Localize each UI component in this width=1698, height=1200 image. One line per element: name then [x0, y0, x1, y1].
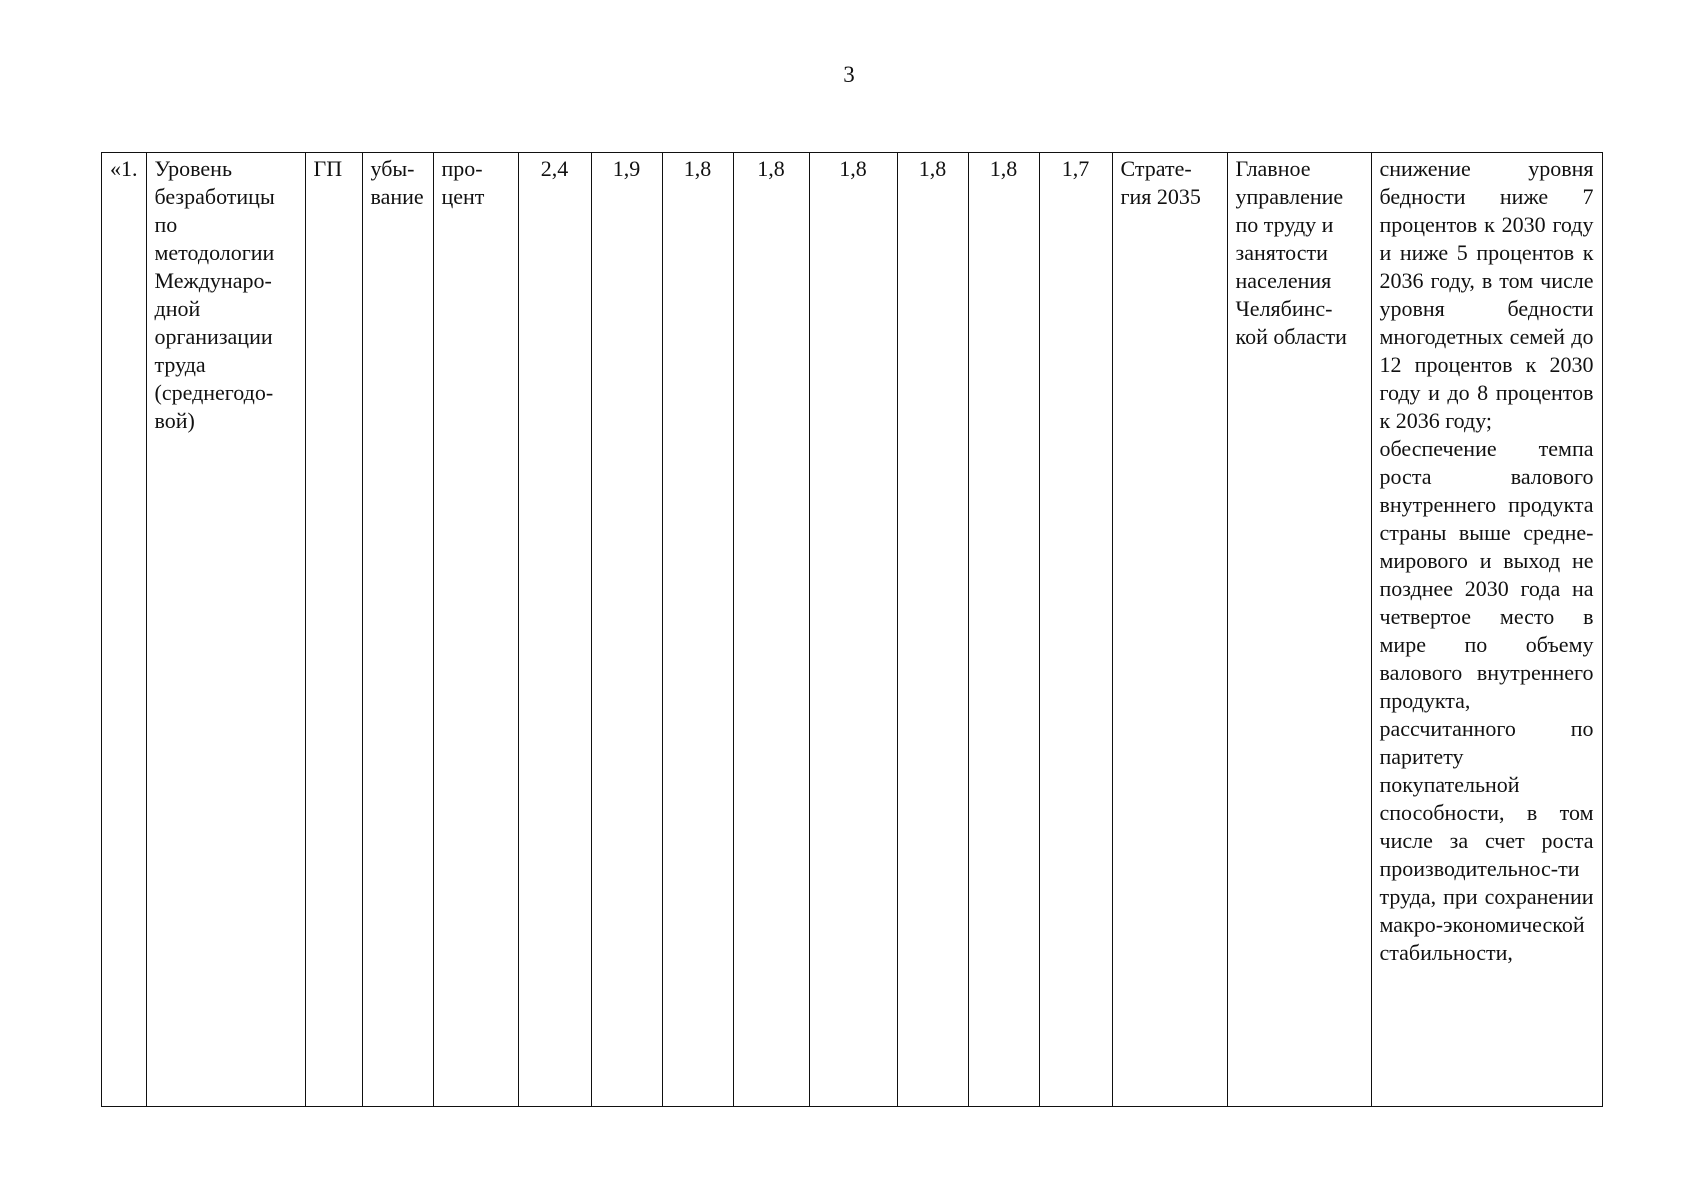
- value: 1,9: [612, 156, 641, 181]
- trend-direction: убы- вание: [370, 156, 424, 209]
- value-cell: [809, 153, 897, 1107]
- national-goal-text: снижение уровня бедности ниже 7 процентов к 2030 году и ниже 5 процентов к 2036 году, в том числе уровня бедности многодетных семей до 12 процентов к 2030 году и до 8 процентов к 2036 году; обеспечение темпа роста валового внутреннего продукта страны выше средне-мирового и выход не позднее 2030 года на четвертое место в мире по объему валового внутреннего продукта, рассчитанного по паритету покупательной способности, в том числе за счет роста производительнос-ти труда, при сохранении макро-экономической стабильности,: [1379, 156, 1594, 965]
- value-cell: [662, 153, 733, 1107]
- row-number-cell: [102, 153, 147, 1107]
- value-cell: [897, 153, 968, 1107]
- value: 1,8: [757, 156, 785, 181]
- national-goal-cell: [1371, 153, 1602, 1107]
- value: 1,8: [989, 156, 1018, 181]
- page-number: 3: [843, 62, 855, 87]
- value: 1,7: [1061, 156, 1090, 181]
- unit-of-measure: про- цент: [441, 156, 485, 209]
- source-cell: [1112, 153, 1227, 1107]
- source-document: Страте- гия 2035: [1120, 156, 1201, 209]
- value-cell: [1039, 153, 1112, 1107]
- value-cell: [733, 153, 809, 1107]
- value: 1,8: [683, 156, 712, 181]
- value: 2,4: [540, 156, 569, 181]
- indicators-table: [101, 152, 1603, 1107]
- indicator-name: Уровень безработицы по методологии Междунаро- дной организации труда (среднегодо- вой): [154, 156, 275, 433]
- indicator-name-cell: [146, 153, 305, 1107]
- program-code: ГП: [313, 156, 343, 181]
- direction-cell: [362, 153, 433, 1107]
- value-cell: [591, 153, 662, 1107]
- program-cell: [305, 153, 362, 1107]
- value: 1,8: [839, 156, 867, 181]
- value-cell: [518, 153, 591, 1107]
- unit-cell: [433, 153, 518, 1107]
- responsible-cell: [1227, 153, 1371, 1107]
- table-row: [102, 153, 1603, 1107]
- responsible-authority: Главное управление по труду и занятости населения Челябинс- кой области: [1235, 156, 1347, 349]
- value: 1,8: [918, 156, 947, 181]
- value-cell: [968, 153, 1039, 1107]
- row-number: «1.: [110, 156, 138, 181]
